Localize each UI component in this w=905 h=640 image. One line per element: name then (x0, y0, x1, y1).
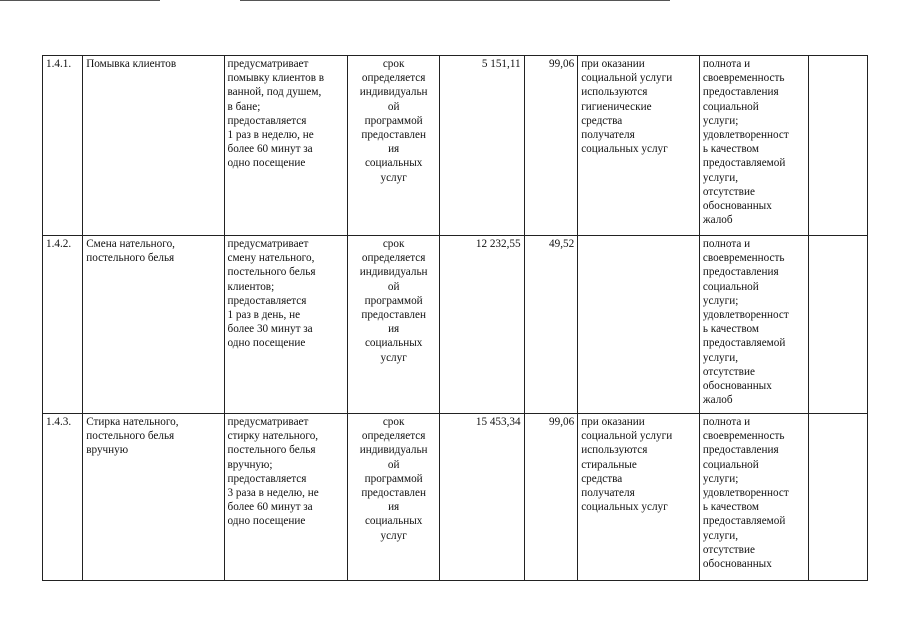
service-description: предусматривает смену нательного, постельного белья клиентов; предоставляется 1 раз в день, не более 30 минут за одно посещение (224, 236, 348, 414)
empty-cell (809, 56, 868, 236)
row-number: 1.4.2. (43, 236, 83, 414)
service-conditions (578, 236, 700, 414)
services-table (42, 55, 868, 581)
service-percent: 49,52 (524, 236, 578, 414)
table-row (43, 56, 868, 236)
quality-indicators: полнота и своевременность предоставления социальной услуги; удовлетворенност ь качеством предоставляемой услуги, отсутствие обоснованных жалоб (699, 56, 808, 236)
service-cost: 15 453,34 (440, 414, 525, 581)
service-term: срок определяется индивидуальн ой программой предоставлен ия социальных услуг (348, 56, 440, 236)
service-term: срок определяется индивидуальн ой программой предоставлен ия социальных услуг (348, 236, 440, 414)
service-cost: 5 151,11 (440, 56, 525, 236)
quality-indicators: полнота и своевременность предоставления социальной услуги; удовлетворенност ь качеством предоставляемой услуги, отсутствие обоснованных (699, 414, 808, 581)
table-row (43, 414, 868, 581)
empty-cell (809, 236, 868, 414)
service-conditions: при оказании социальной услуги используются стиральные средства получателя социальных услуг (578, 414, 700, 581)
service-percent: 99,06 (524, 414, 578, 581)
top-border-fragment (0, 0, 160, 1)
service-name: Смена нательного, постельного белья (83, 236, 224, 414)
service-name: Стирка нательного, постельного белья вручную (83, 414, 224, 581)
row-number: 1.4.1. (43, 56, 83, 236)
service-description: предусматривает стирку нательного, постельного белья вручную; предоставляется 3 раза в неделю, не более 60 минут за одно посещение (224, 414, 348, 581)
table-row (43, 236, 868, 414)
quality-indicators: полнота и своевременность предоставления социальной услуги; удовлетворенност ь качеством предоставляемой услуги, отсутствие обоснованных жалоб (699, 236, 808, 414)
service-percent: 99,06 (524, 56, 578, 236)
top-border-fragment (240, 0, 670, 1)
service-name: Помывка клиентов (83, 56, 224, 236)
row-number: 1.4.3. (43, 414, 83, 581)
service-term: срок определяется индивидуальн ой программой предоставлен ия социальных услуг (348, 414, 440, 581)
service-conditions: при оказании социальной услуги используются гигиенические средства получателя социальных услуг (578, 56, 700, 236)
service-description: предусматривает помывку клиентов в ванной, под душем, в бане; предоставляется 1 раз в неделю, не более 60 минут за одно посещение (224, 56, 348, 236)
empty-cell (809, 414, 868, 581)
service-cost: 12 232,55 (440, 236, 525, 414)
